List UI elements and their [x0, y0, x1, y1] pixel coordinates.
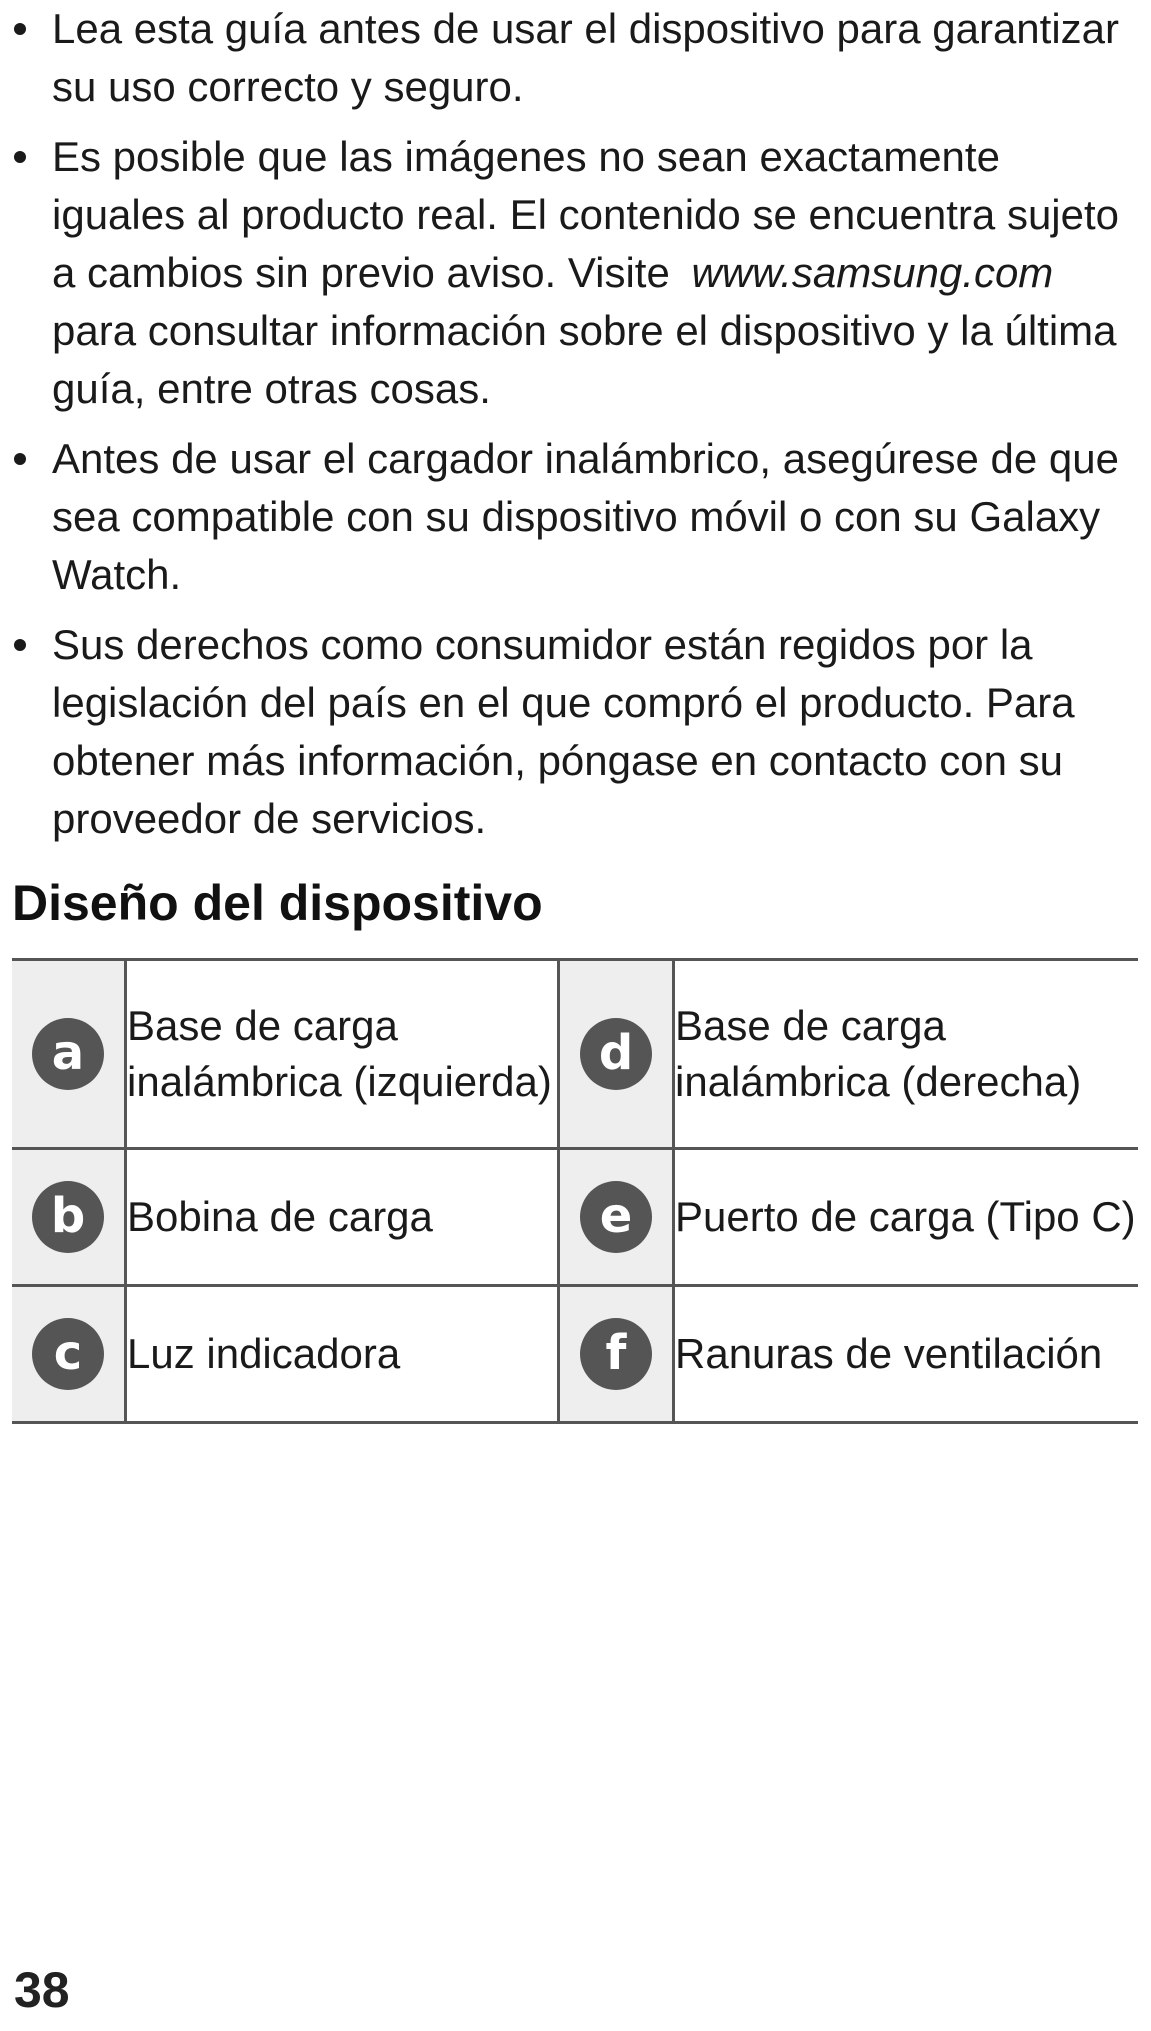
notice-item	[0, 616, 1151, 848]
part-marker-cell	[12, 1149, 126, 1286]
letter-e-badge-icon: e	[580, 1181, 652, 1253]
notice-text: Es posible que las imágenes no sean exactamente iguales al producto real. El contenido se encuentra sujeto a cambios sin previo aviso. Visite	[52, 133, 1120, 296]
notice-list	[0, 0, 1151, 860]
letter-b-badge-icon: b	[32, 1181, 104, 1253]
part-marker-cell	[559, 1149, 674, 1286]
page-number: 38	[14, 1962, 70, 2018]
notice-text: para consultar información sobre el dispositivo y la última guía, entre otras cosas.	[52, 307, 1117, 412]
part-label: Base de carga inalámbrica (izquierda)	[126, 960, 559, 1149]
section-title: Diseño del dispositivo	[12, 875, 543, 931]
letter-c-badge-icon: c	[32, 1318, 104, 1390]
bullet-icon	[14, 23, 26, 35]
table-row	[12, 960, 1138, 1149]
part-label: Base de carga inalámbrica (derecha)	[675, 1002, 1082, 1105]
notice-item	[0, 128, 1151, 418]
bullet-icon	[14, 151, 26, 163]
part-label: Ranuras de ventilación	[675, 1330, 1103, 1377]
table-row	[12, 1149, 1138, 1286]
notice-item	[0, 430, 1151, 604]
part-label: Luz indicadora	[126, 1286, 559, 1423]
notice-text: Lea esta guía antes de usar el dispositivo para garantizar su uso correcto y seguro.	[52, 5, 1120, 110]
letter-f-badge-icon: f	[580, 1318, 652, 1390]
device-parts-table	[12, 958, 1138, 1424]
part-marker-cell	[559, 1286, 674, 1423]
samsung-website-link[interactable]: www.samsung.com	[691, 249, 1054, 296]
notice-text: Sus derechos como consumidor están regidos por la legislación del país en el que compró el producto. Para obtener más información, póngase en contacto con su proveedor de servicios.	[52, 621, 1075, 842]
part-label: Bobina de carga	[126, 1149, 559, 1286]
bullet-icon	[14, 639, 26, 651]
notice-text: Antes de usar el cargador inalámbrico, asegúrese de que sea compatible con su dispositivo móvil o con su Galaxy Watch.	[52, 435, 1119, 598]
part-marker-cell	[12, 960, 126, 1149]
table-row	[12, 1286, 1138, 1423]
part-marker-cell	[559, 960, 674, 1149]
notice-item	[0, 0, 1151, 116]
part-label: Puerto de carga (Tipo C)	[675, 1193, 1136, 1240]
bullet-icon	[14, 453, 26, 465]
letter-d-badge-icon: d	[580, 1018, 652, 1090]
part-marker-cell	[12, 1286, 126, 1423]
letter-a-badge-icon: a	[32, 1018, 104, 1090]
